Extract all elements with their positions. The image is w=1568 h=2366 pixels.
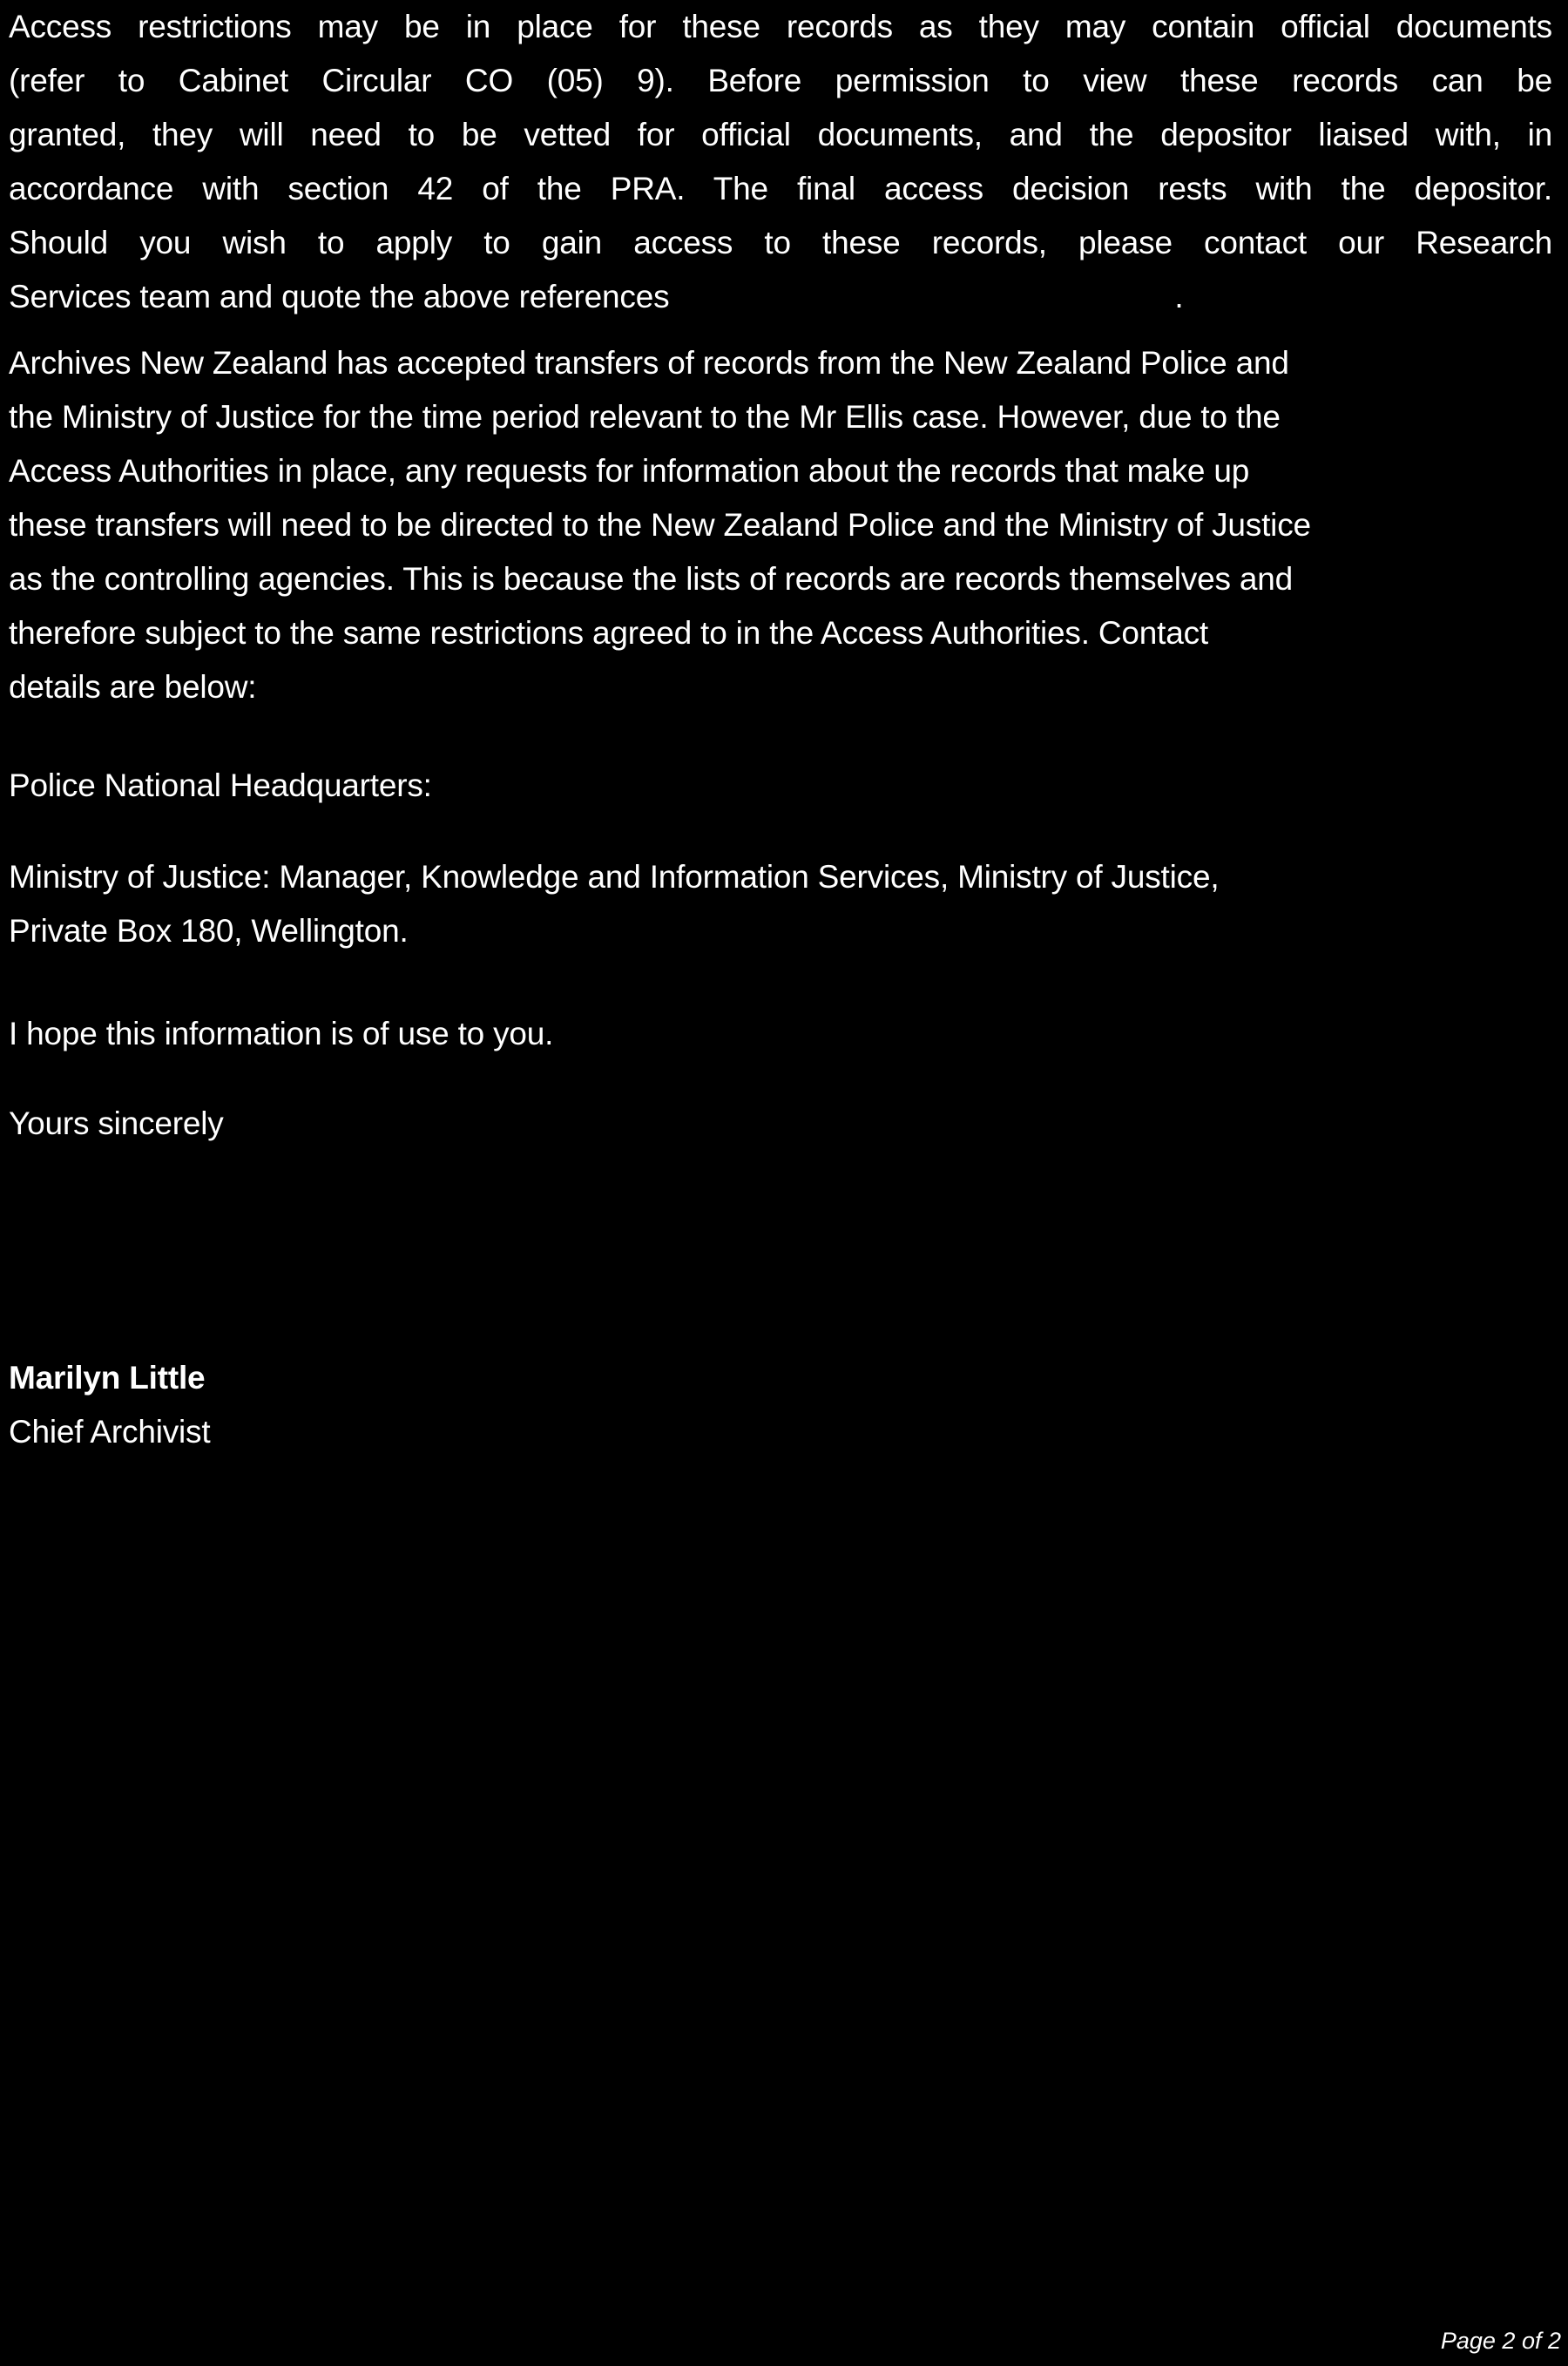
paragraph-line: as the controlling agencies. This is because the lists of records are records themselves and [9,561,1294,597]
paragraph-line: therefore subject to the same restrictions agreed to in the Access Authorities. Contact [9,615,1209,651]
paragraph-line: accordance with section 42 of the PRA. The final access decision rests with the depositor. [9,171,1552,206]
paragraph-line: granted, they will need to be vetted for official documents, and the depositor liaised with, in [9,117,1552,152]
paragraph-line: the Ministry of Justice for the time period relevant to the Mr Ellis case. However, due to the [9,399,1281,435]
paragraph-line: these transfers will need to be directed to the New Zealand Police and the Ministry of Justice [9,507,1311,543]
police-contact-label: Police National Headquarters: [9,767,432,803]
paragraph-end-mark: . [1174,279,1184,314]
paragraph-line: Should you wish to apply to gain access to these records, please contact our Research [9,225,1552,260]
police-contact-line [9,759,1559,813]
valediction-text: Yours sincerely [9,1105,224,1141]
paragraph-line: Access restrictions may be in place for these records as they may contain official documents [9,9,1552,44]
page-number: Page 2 of 2 [1440,2328,1561,2354]
closing-hope-line [9,1007,1559,1061]
paragraph-line: (refer to Cabinet Circular CO (05) 9). Before permission to view these records can be [9,63,1552,98]
access-restrictions-paragraph [9,0,1552,324]
paragraph-line: Private Box 180, Wellington. [9,913,409,949]
paragraph-line: details are below: [9,669,257,705]
paragraph-line-text: Services team and quote the above references [9,279,670,314]
signatory-name: Marilyn Little [9,1360,206,1396]
signatory-title: Chief Archivist [9,1414,211,1450]
signature-block [9,1351,1559,1459]
transfers-paragraph [9,336,1559,714]
paragraph-last-line [9,270,1552,324]
valediction-line [9,1097,1559,1151]
paragraph-line: Archives New Zealand has accepted transfers of records from the New Zealand Police and [9,345,1289,381]
closing-hope-text: I hope this information is of use to you. [9,1016,554,1051]
paragraph-line: Access Authorities in place, any requests for information about the records that make up [9,453,1250,489]
justice-contact-paragraph [9,850,1559,958]
paragraph-line: Ministry of Justice: Manager, Knowledge and Information Services, Ministry of Justice, [9,859,1220,895]
